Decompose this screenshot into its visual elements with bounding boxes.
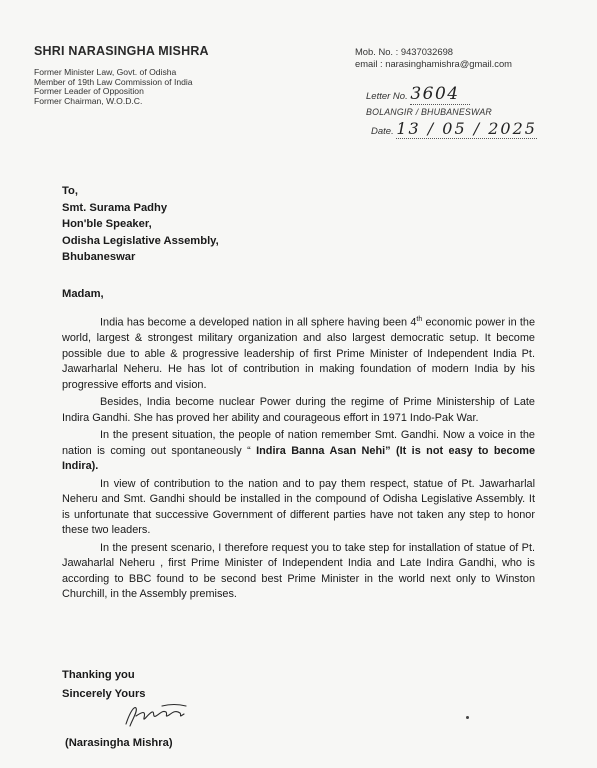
role-line: Former Leader of Opposition [34, 86, 144, 97]
body-paragraph: India has become a developed nation in all sphere having been 4th economic power in the world, largest & strongest military organization and also largest democratic setup. It become possible due to able & progressive leadership of first Prime Minister of Independent India Pt. Jawarharlal Neheru. He has lot of contribution in making foundation of modern India by his progressive efforts and vision. [62, 316, 536, 391]
address-line: Bhubaneswar [62, 251, 136, 263]
mobile-label: Mob. No. : [355, 46, 399, 57]
ink-dot [466, 716, 469, 719]
closing-line: Thanking you [62, 669, 135, 681]
body-paragraph: Besides, India become nuclear Power during the regime of Prime Ministership of Late Indira Gandhi. She has proved her ability and courageous effort in 1971 Indo-Pak War. [62, 396, 535, 424]
contact-block [355, 46, 512, 70]
salutation: Madam, [62, 288, 104, 300]
date-label: Date. [371, 126, 394, 137]
body-paragraph: In view of contribution to the nation and to pay them respect, statue of Pt. Jawarharlal Neheru and Smt. Gandhi should be installed in the compound of Odisha Legislative Assembly. It is unfortunate that successive Government of different parties have not taken any step to honor these two leaders. [62, 477, 535, 537]
letterhead-roles [34, 68, 193, 106]
date-value: 13 / 05 / 2025 [396, 119, 537, 138]
address-line: Smt. Surama Padhy [62, 201, 168, 214]
address-line: Odisha Legislative Assembly, [62, 234, 219, 247]
recipient-address [62, 183, 219, 266]
letter-body [62, 312, 535, 605]
closing-line: Sincerely Yours [62, 688, 146, 700]
role-line: Former Minister Law, Govt. of Odisha [34, 67, 177, 77]
handwritten-signature [122, 702, 192, 735]
mobile-line [355, 46, 512, 58]
city-line: BOLANGIR / BHUBANESWAR [366, 107, 492, 117]
closing [62, 666, 146, 704]
email-line [355, 58, 512, 70]
body-paragraph: In the present scenario, I therefore request you to take step for installation of statue of Pt. Jawaharlal Neheru , first Prime Minister of Independent India and Late Indira Gandhi, who is according to BBC found to be second best Prime Minister in the world next only to Winston Churchill, in the Assembly premises. [62, 541, 535, 601]
mobile-number: 9437032698 [400, 46, 453, 57]
body-paragraph: In the present situation, the people of nation remember Smt. Gandhi. Now a voice in the nation is coming out spontaneously “ Indira Banna Asan Nehi” (It is not easy to become Indira). [62, 429, 535, 473]
role-line: Member of 19th Law Commission of India [34, 76, 193, 87]
address-line: Hon'ble Speaker, [62, 218, 152, 230]
address-to: To, [62, 185, 78, 197]
signature-name: (Narasingha Mishra) [65, 737, 173, 749]
role-line: Former Chairman, W.O.D.C. [34, 95, 143, 106]
date-line [371, 119, 537, 139]
letter-number-line [366, 84, 470, 105]
email-address: narasinghamishra@gmail.com [385, 58, 512, 69]
letter-number-value: 3604 [410, 84, 470, 105]
letter-number-label: Letter No. [366, 91, 408, 102]
email-label: email : [355, 58, 383, 69]
letterhead-name: SHRI NARASINGHA MISHRA [34, 44, 209, 58]
